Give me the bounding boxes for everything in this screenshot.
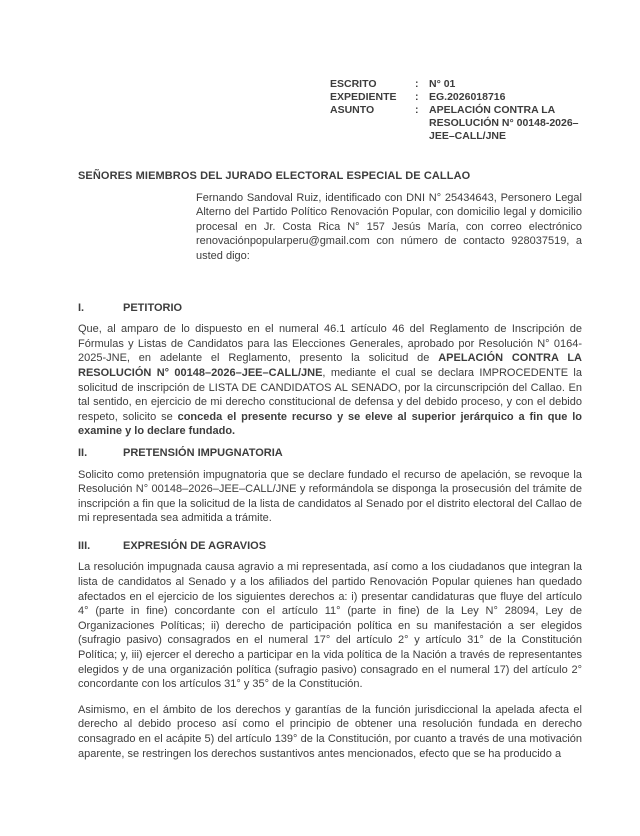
filing-separator: : <box>415 78 419 90</box>
section-title: EXPRESIÓN DE AGRAVIOS <box>123 539 267 552</box>
text-run: La resolución impugnada causa agravio a mi representada, así como a los ciudadanos que integran la lista de candidatos al Senado y a los afiliados del partido Renovación Popular quienes han quedado afectados en el ejercicio de los siguientes derechos a: i) presentar candidaturas que fluye del artículo 4° (parte in fine) concordante con el artículo 11° (parte in fine) de la Ley N° 28094, Ley de Organizaciones Políticas; ii) derecho de participación política en su manifestación a ser elegidos (sufragio pasivo) consagrados en el numeral 17° del artículo 2° y artículo 31° de la Constitución Política; y, iii) ejercer el derecho a participar en la vida política de la Nación a través de representantes elegidos y de una organización política (sufragio pasivo) consagrado en el numeral 17) del artículo 2° concordante con los artículos 31° y 35° de la Constitución. <box>78 561 582 691</box>
text-run-bold: conceda el presente recurso y se eleve al superior jerárquico a fin que lo examine y lo declare fundado. <box>78 410 583 438</box>
text-run: Que, al amparo de lo dispuesto en el numeral 46.1 artículo 46 del Reglamento de Inscripción de Fórmulas y Listas de Candidatos para las Elecciones Generales, aprobado por Resolución N° 0164-2025-JNE, en adelante el Reglamento, presento la solicitud de <box>78 323 582 365</box>
filing-header-row <box>330 78 582 91</box>
filing-header <box>330 78 582 143</box>
section-numeral: I. <box>78 301 85 314</box>
filing-label: ESCRITO <box>330 78 377 90</box>
filing-header-row <box>330 104 582 143</box>
text-run: , mediante el cual se declara IMPROCEDENTE la solicitud de inscripción de LISTA DE CANDIDATOS AL SENADO, por la circunscripción del Callao. En tal sentido, en ejercicio de mi derecho constitucional de defensa y del debido proceso, y con el debido respeto, solicito se <box>78 366 582 423</box>
section-heading-expresion-de-agravios <box>78 539 582 554</box>
text-run: Solicito como pretensión impugnatoria que se declare fundado el recurso de apelación, se revoque la Resolución N° 00148–2026–JEE–CALL/JNE y reformándola se disponga la prosecusión del trámite de inscripción a fin que la solicitud de la lista de candidatos al Senado por el distrito electoral del Callao de mi representada sea admitida a trámite. <box>78 468 582 525</box>
section-numeral: III. <box>78 539 91 552</box>
filing-separator: : <box>415 91 419 103</box>
section-heading-petitorio <box>78 301 582 316</box>
filing-value: APELACIÓN CONTRA LA RESOLUCIÓN N° 00148-2026–JEE–CALL/JNE <box>429 104 579 142</box>
filing-separator: : <box>415 104 419 116</box>
pretension-paragraph <box>78 468 582 526</box>
filing-value: EG.2026018716 <box>429 91 506 103</box>
filing-header-row <box>330 91 582 104</box>
agravios-paragraph-2 <box>78 703 582 761</box>
filing-label: ASUNTO <box>330 104 375 116</box>
filing-value: N° 01 <box>429 78 456 90</box>
document-content <box>78 0 582 761</box>
introduction-paragraph: Fernando Sandoval Ruiz, identificado con DNI N° 25434643, Personero Legal Alterno del Partido Político Renovación Popular, con domicilio legal y domicilio procesal en Jr. Costa Rica N° 157 Jesús María, con correo electrónico renovaciónpopularperu@gmail.com con número de contacto 928037519, a usted digo: <box>196 191 582 262</box>
agravios-paragraph-1 <box>78 560 582 691</box>
addressee-line: SEÑORES MIEMBROS DEL JURADO ELECTORAL ESPECIAL DE CALLAO <box>78 170 471 182</box>
text-run: Asimismo, en el ámbito de los derechos y garantías de la función jurisdiccional la apelada afecta el derecho al debido proceso así como el principio de obtener una resolución fundada en derecho consagrado en el acápite 5) del artículo 139° de la Constitución, por cuanto a través de una motivación aparente, se restringen los derechos sustantivos antes mencionados, efecto que se ha producido a <box>78 703 582 760</box>
section-heading-pretension-impugnatoria <box>78 446 582 461</box>
section-numeral: II. <box>78 446 88 459</box>
filing-label: EXPEDIENTE <box>330 91 397 103</box>
section-title: PRETENSIÓN IMPUGNATORIA <box>123 446 283 459</box>
text-run-bold: APELACIÓN CONTRA LA RESOLUCIÓN N° 00148–2026–JEE–CALL/JNE <box>78 352 582 379</box>
petitorio-paragraph <box>78 322 582 439</box>
section-title: PETITORIO <box>123 301 183 314</box>
